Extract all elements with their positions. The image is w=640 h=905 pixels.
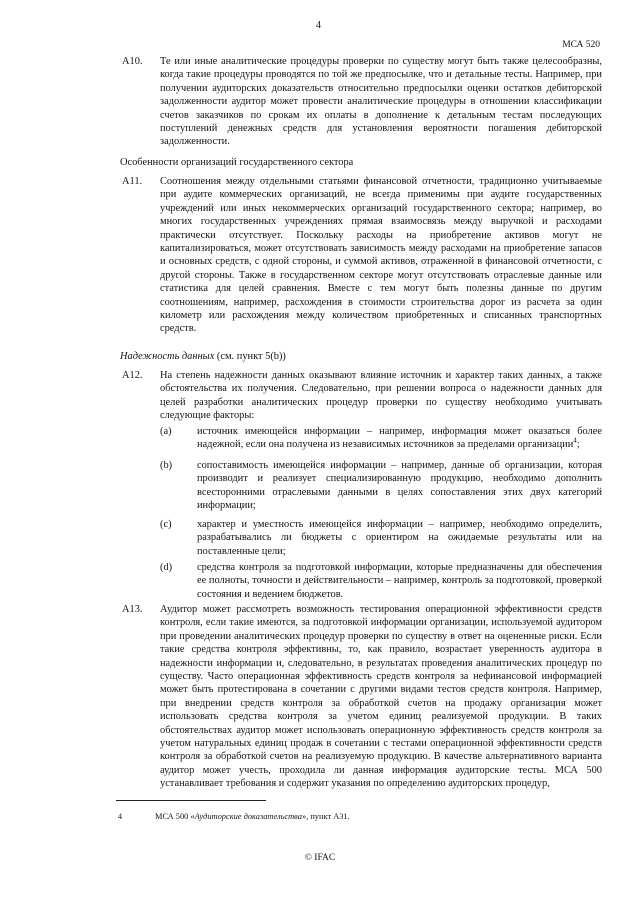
list-item-label: (b)	[160, 460, 173, 471]
paragraph-label-a10: A10.	[122, 56, 143, 67]
footnote-reference: 4	[573, 436, 577, 445]
paragraph-a13: Аудитор может рассмотреть возможность тестирования операционной эффективности средств контроля, если такие имеются, за подготовкой информации организации, используемой аудитором при проведении аналитических процедур проверки по существу в ответ на оцененные риски. Если такие средства контроля эффективны, то, как правило, возрастает уверенность аудитора в надежности информации и, следовательно, в результатах проведения аналитических процедур по существу. Часто операционная эффективность средств контроля за нефинансовой информацией может быть протестирована в сочетании с другими видами тестов средств контроля. Например, при внедрении средств контроля за обработкой счетов на продажу организация может использовать средства контроля за учетом единиц реализуемой продукции. В таких обстоятельствах аудитор может использовать операционную эффективность средств контроля за учетом натуральных единиц продаж в сочетании с тестами операционной эффективности средств контроля за обработкой счетов на реализуемую продукцию. В качестве альтернативного варианта аудитор может учесть, проходила ли данная информация аудиторские тесты. МСА 500 устанавливает требования и содержит указания по определению аудиторских процедур,	[160, 604, 602, 790]
paragraph-a10: Те или иные аналитические процедуры проверки по существу могут быть также целесообразны, когда такие процедуры проводятся по той же предпосылке, что и детальные тесты. Например, при получении аудиторских доказательств относительно предпосылки оценки остатков дебиторской задолженности аудитор может провести аналитические процедуры в отношении классификации счетов заказчиков по срокам их оплаты в дополнение к детальным тестам последующих поступлений денежных средств для установления вероятности погашения дебиторской задолженности.	[160, 56, 602, 148]
section-heading-reliability	[120, 350, 286, 363]
heading-reference: (см. пункт 5(b))	[214, 351, 286, 362]
list-item-text: источник имеющейся информации – например, информация может оказаться более надежной, если она получена из независимых источников за пределами организации$^4$;	[197, 426, 602, 451]
paragraph-a11: Соотношения между отдельными статьями финансовой отчетности, традиционно учитываемые при аудите коммерческих организаций, не всегда применимы при аудите государственных учреждений или иных некоммерческих организаций государственного сектора; например, во многих государственных учреждениях прямая взаимосвязь между выручкой и расходами практически отсутствует. Поскольку расходы на приобретение активов могут не капитализироваться, может отсутствовать зависимость между расходами на приобретение запасов и основных средств, с одной стороны, и суммой активов, отраженной в финансовой отчетности, с другой стороны. Также в государственном секторе могут отсутствовать отраслевые данные или статистика для целей сравнения. Вместе с тем могут быть полезны данные по другим соотношениям, например, расхождения в стоимости строительства дорог из расчета за один километр или расхождения между количеством приобретенных и списанных транспортных средств.	[160, 176, 602, 335]
list-item-text: сопоставимость имеющейся информации – например, данные об организации, которая производит и реализует специализированную продукцию, необходимо дополнить всесторонними отраслевыми данными в целях сопоставления этих двух категорий информации;	[197, 460, 602, 512]
footnote-title: Аудиторские доказательства	[194, 812, 302, 821]
paragraph-label-a13: A13.	[122, 604, 143, 615]
paragraph-a12: На степень надежности данных оказывают влияние источник и характер таких данных, а также обстоятельства их получения. Следовательно, при решении вопроса о надежности данных для целей разработки аналитических процедур проверки по существу необходимо учитывать следующие факторы:	[160, 370, 602, 422]
paragraph-label-a11: A11.	[122, 176, 143, 187]
footnote-text: МСА 500 «Аудиторские доказательства», пункт A31.	[155, 812, 350, 821]
list-item-label: (d)	[160, 562, 173, 573]
list-item-label: (c)	[160, 519, 172, 530]
copyright-footer: © IFAC	[304, 853, 336, 863]
list-item-label: (a)	[160, 426, 172, 437]
list-item-text: средства контроля за подготовкой информации, которые предназначены для обеспечения ее полноты, точности и действительности – например, контроль за подготовкой, проверкой состояния и ведением бюджетов.	[197, 562, 602, 600]
footnote-divider	[116, 800, 266, 801]
paragraph-label-a12: A12.	[122, 370, 143, 381]
list-item-text: характер и уместность имеющейся информации – например, необходимо определить, разрабатывались ли бюджеты с ориентиром на ожидаемые результаты или на поставленные цели;	[197, 519, 602, 557]
section-heading-public-sector: Особенности организаций государственного сектора	[120, 157, 354, 168]
page-number: 4	[316, 20, 321, 31]
heading-italic-part: Надежность данных	[120, 351, 215, 362]
running-header: МСА 520	[562, 40, 600, 50]
footnote-mark: 4	[118, 812, 122, 821]
